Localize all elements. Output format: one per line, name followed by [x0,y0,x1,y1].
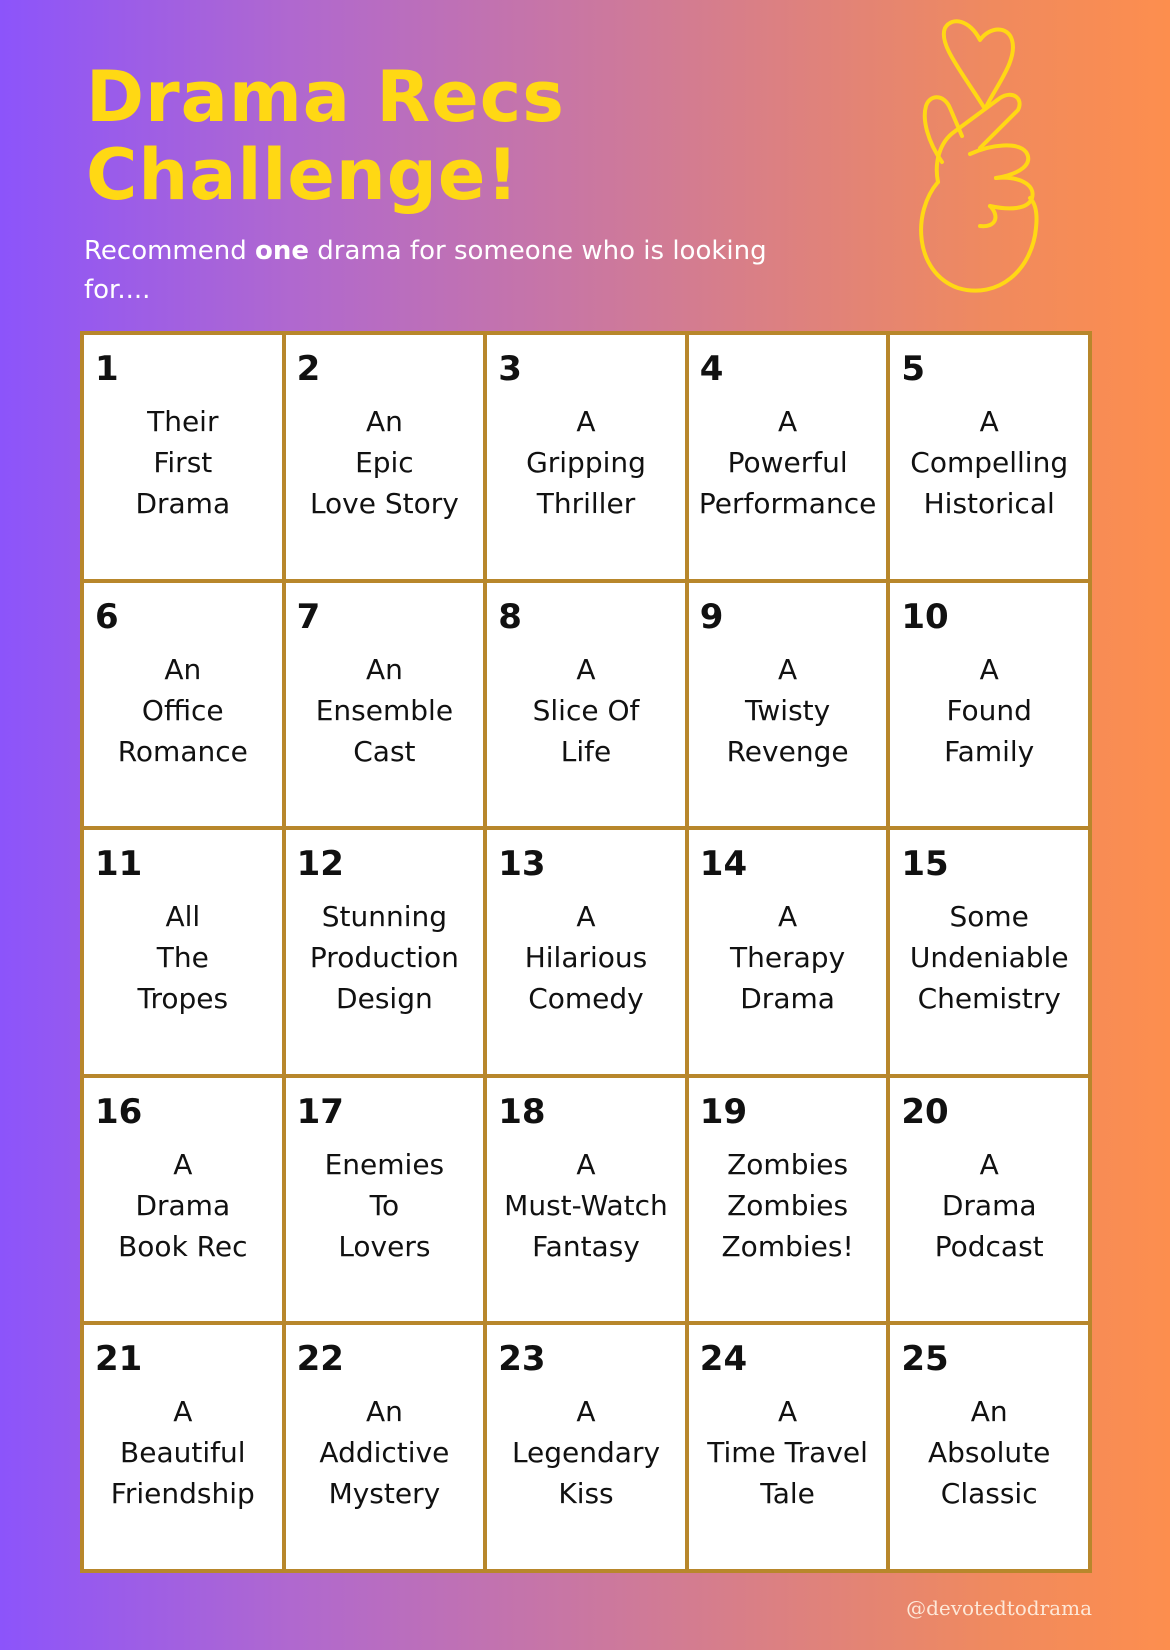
challenge-cell [689,830,887,1074]
finger-heart-icon [900,14,1070,304]
cell-prompt [890,649,1088,772]
cell-number: 24 [699,1339,748,1380]
cell-prompt-line: An [970,1395,1008,1429]
cell-number: 22 [296,1339,344,1380]
cell-prompt-line: Production [309,941,459,975]
challenge-cell [890,583,1088,827]
cell-prompt-line: A [576,652,596,686]
cell-prompt-line: Addictive [319,1436,450,1470]
challenge-cell [84,1078,282,1322]
cell-prompt-line: Time Travel [707,1436,868,1470]
cell-prompt-line: Ensemble [315,693,454,727]
cell-prompt-line: Tropes [137,982,229,1016]
cell-prompt-line: To [369,1188,400,1222]
cell-number: 2 [296,349,321,389]
challenge-cell [286,1325,484,1569]
cell-prompt-line: Thriller [536,487,636,520]
subtitle [84,232,824,310]
cell-prompt-line: Slice Of [532,693,640,727]
cell-prompt-line: Mystery [328,1477,441,1511]
cell-prompt-line: A [778,1395,798,1429]
cell-prompt-line: Classic [940,1477,1038,1511]
cell-prompt-line: Lovers [338,1229,431,1263]
cell-prompt-line: Drama [941,1188,1037,1222]
cell-prompt-line: Found [946,693,1032,727]
cell-number: 9 [699,596,724,637]
challenge-cell [84,830,282,1074]
challenge-cell [487,1325,685,1569]
cell-prompt [689,1391,887,1514]
cell-number: 23 [498,1339,546,1380]
cell-prompt-line: Legendary [511,1436,661,1470]
cell-prompt-line: Stunning [321,900,448,934]
cell-prompt-line: Design [336,982,433,1016]
cell-prompt-line: Zombies [727,1188,849,1222]
cell-prompt-line: Powerful [727,446,848,479]
cell-prompt-line: Their [147,405,219,438]
cell-prompt-line: Cast [353,734,416,768]
challenge-cell [286,830,484,1074]
cell-prompt [487,649,685,772]
cell-prompt [487,401,685,524]
cell-prompt-line: Drama [740,982,835,1016]
cell-prompt-line: A [576,900,596,934]
challenge-cell [487,583,685,827]
creator-handle: @devotedtodrama [906,1596,1092,1620]
challenge-cell [689,1078,887,1322]
cell-prompt [286,401,484,524]
cell-number: 17 [296,1091,344,1132]
challenge-cell [84,583,282,827]
cell-prompt [286,1391,484,1514]
title-line: Drama Recs [86,56,565,138]
cell-number: 15 [901,844,949,885]
cell-number: 8 [498,596,522,637]
cell-prompt-line: A [778,652,798,686]
cell-prompt-line: Fantasy [532,1229,640,1263]
challenge-cell [84,335,282,579]
cell-number: 13 [498,844,546,885]
cell-prompt-line: An [365,405,403,438]
cell-prompt-line: Therapy [730,941,846,975]
cell-prompt-line: Historical [923,487,1055,520]
cell-prompt [689,649,887,772]
cell-prompt-line: Compelling [910,446,1069,479]
cell-prompt-line: Friendship [110,1477,255,1511]
cell-prompt [689,401,887,524]
challenge-cell [487,830,685,1074]
cell-prompt [84,401,282,524]
cell-number: 6 [95,596,119,637]
cell-prompt-line: Beautiful [120,1436,246,1470]
cell-prompt [286,649,484,772]
cell-prompt-line: An [164,652,202,686]
cell-prompt-line: A [576,405,596,438]
page-title [86,58,565,214]
subtitle-pre: Recommend [84,236,255,266]
cell-prompt-line: A [979,405,999,438]
cell-prompt-line: Book Rec [118,1229,248,1263]
cell-prompt-line: Twisty [744,693,831,727]
challenge-cell [890,1078,1088,1322]
challenge-cell [689,583,887,827]
challenge-cell [487,1078,685,1322]
cell-prompt-line: Revenge [726,734,849,768]
cell-prompt-line: An [365,1395,403,1429]
cell-number: 11 [95,844,143,885]
cell-prompt [487,1391,685,1514]
cell-prompt [286,896,484,1019]
cell-prompt-line: Life [560,734,612,768]
cell-number: 1 [95,349,119,389]
cell-prompt-line: Love Story [309,487,459,520]
cell-prompt-line: Romance [117,734,248,768]
cell-prompt-line: Zombies [727,1147,849,1181]
cell-prompt-line: Gripping [526,446,646,479]
cell-prompt-line: Epic [355,446,414,479]
cell-prompt [286,1144,484,1267]
cell-number: 19 [699,1091,748,1132]
cell-number: 25 [901,1339,949,1380]
cell-number: 20 [901,1091,949,1132]
cell-prompt [890,401,1088,524]
challenge-cell [286,335,484,579]
cell-prompt-line: A [173,1395,193,1429]
cell-prompt [689,1144,887,1267]
cell-prompt-line: Comedy [528,982,644,1016]
subtitle-post: drama for someone who is looking for.... [84,236,767,305]
cell-prompt-line: Kiss [558,1477,614,1511]
cell-number: 3 [498,349,522,389]
cell-prompt [487,896,685,1019]
cell-number: 7 [296,596,321,637]
challenge-cell [487,335,685,579]
cell-number: 21 [95,1339,143,1380]
cell-prompt-line: Office [141,693,224,727]
challenge-cell [890,335,1088,579]
challenge-cell [286,1078,484,1322]
cell-prompt-line: Zombies! [721,1229,854,1263]
cell-prompt [890,1391,1088,1514]
cell-number: 12 [296,844,344,885]
cell-prompt-line: The [156,941,209,975]
cell-prompt-line: Podcast [934,1229,1044,1263]
cell-prompt [84,1391,282,1514]
cell-prompt [84,649,282,772]
cell-number: 10 [901,596,949,637]
cell-prompt-line: Family [944,734,1035,768]
cell-prompt-line: Absolute [928,1436,1051,1470]
cell-number: 18 [498,1091,546,1132]
cell-prompt-line: Drama [135,487,231,520]
cell-prompt-line: Hilarious [524,941,648,975]
title-line: Challenge! [86,134,520,216]
cell-prompt [689,896,887,1019]
cell-prompt [890,1144,1088,1267]
cell-number: 16 [95,1091,143,1132]
subtitle-emphasis: one [255,236,310,266]
cell-prompt-line: Performance [698,487,877,520]
challenge-cell [689,1325,887,1569]
cell-prompt-line: A [778,405,798,438]
cell-prompt-line: A [173,1147,193,1181]
challenge-cell [689,335,887,579]
cell-prompt-line: Enemies [324,1147,445,1181]
cell-prompt-line: Chemistry [917,982,1061,1016]
cell-prompt-line: A [979,1147,999,1181]
challenge-grid [80,331,1092,1573]
challenge-cell [286,583,484,827]
cell-number: 4 [699,349,724,389]
cell-prompt-line: A [576,1395,596,1429]
cell-prompt-line: Must-Watch [504,1188,668,1222]
challenge-cell [84,1325,282,1569]
cell-number: 14 [699,844,748,885]
cell-prompt-line: A [576,1147,596,1181]
challenge-cell [890,830,1088,1074]
cell-prompt [487,1144,685,1267]
cell-number: 5 [901,349,926,389]
cell-prompt-line: All [165,900,201,934]
cell-prompt-line: A [778,900,798,934]
cell-prompt [890,896,1088,1019]
challenge-cell [890,1325,1088,1569]
cell-prompt-line: A [979,652,999,686]
cell-prompt [84,896,282,1019]
cell-prompt-line: Undeniable [909,941,1069,975]
cell-prompt-line: Drama [135,1188,231,1222]
cell-prompt [84,1144,282,1267]
cell-prompt-line: An [365,652,403,686]
cell-prompt-line: Some [949,900,1029,934]
cell-prompt-line: First [153,446,213,479]
cell-prompt-line: Tale [760,1477,815,1511]
